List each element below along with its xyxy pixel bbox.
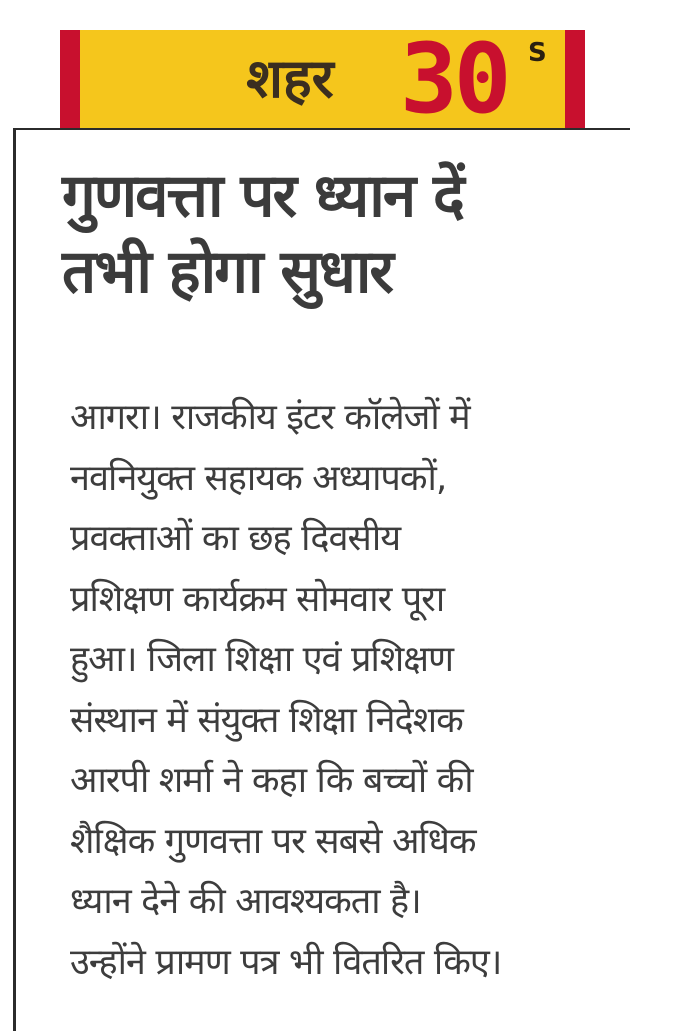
body-line: संस्थान में संयुक्त शिक्षा निदेशक: [70, 699, 463, 741]
article-body: [70, 388, 650, 993]
body-line: आगरा। राजकीय इंटर कॉलेजों में: [70, 397, 470, 438]
section-label: शहर: [246, 47, 334, 110]
banner-left-cap: [60, 30, 80, 128]
section-banner: [60, 30, 585, 128]
body-line: हुआ। जिला शिक्षा एवं प्रशिक्षण: [70, 639, 454, 680]
body-line: शैक्षिक गुणवत्ता पर सबसे अधिक: [70, 820, 476, 862]
body-line: आरपी शर्मा ने कहा कि बच्चों की: [70, 760, 473, 801]
timer-digits: 30: [400, 30, 508, 128]
headline-line: तभी होगा सुधार: [62, 237, 392, 307]
banner-right-cap: [565, 30, 585, 128]
headline-line: गुणवत्ता पर ध्यान दें: [62, 161, 463, 231]
body-line: नवनियुक्त सहायक अध्यापकों,: [70, 457, 447, 499]
body-line: ध्यान देने की आवश्यकता है।: [70, 881, 421, 922]
body-line: प्रशिक्षण कार्यक्रम सोमवार पूरा: [70, 578, 445, 620]
body-line: उन्होंने प्रामण पत्र भी वितरित किए।: [70, 941, 502, 983]
timer-unit: S: [528, 38, 547, 68]
headline: [62, 158, 622, 310]
body-line: प्रवक्ताओं का छह दिवसीय: [70, 518, 401, 559]
